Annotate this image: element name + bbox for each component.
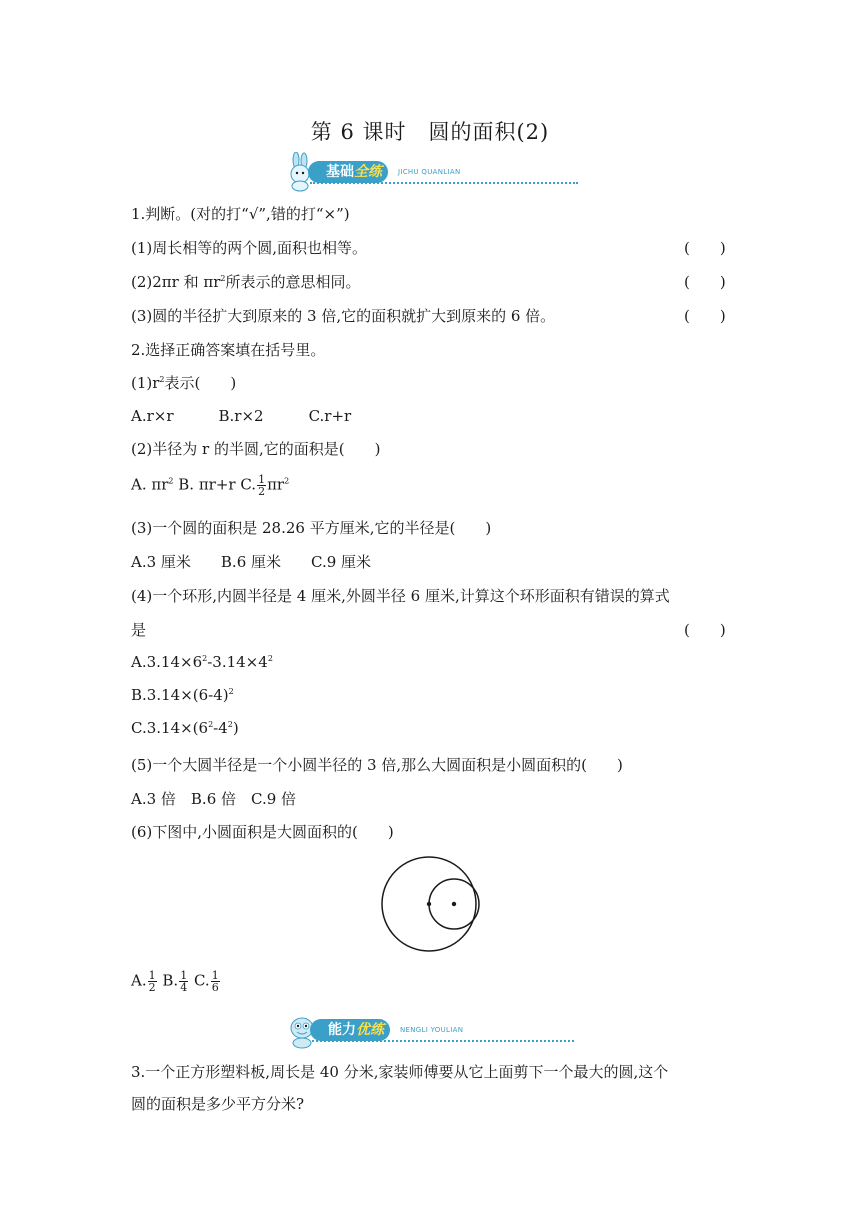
denominator: 4	[180, 981, 188, 994]
text-part: B.3.14×(6-4)	[131, 686, 229, 704]
q2-sub-1	[131, 372, 236, 393]
text-part: -3.14×4	[207, 653, 268, 671]
text-part: A.3.14×6	[131, 653, 203, 671]
banner-pinyin: JICHU QUANLIAN	[398, 168, 461, 176]
q2-sub-2-options	[131, 474, 289, 497]
circles-figure	[376, 856, 486, 956]
option-b: B. πr+r C.	[173, 475, 257, 494]
q2-sub-4-option-b	[131, 686, 234, 704]
page-title: 第 6 课时 圆的面积(2)	[310, 120, 550, 144]
option-a: A. πr	[131, 475, 169, 494]
answer-blank: ( )	[684, 273, 726, 291]
numerator: 1	[180, 969, 188, 982]
option-c: πr	[267, 475, 285, 494]
q2-sub-6: (6)下图中,小圆面积是大圆面积的( )	[131, 823, 394, 841]
superscript: 2	[267, 654, 273, 663]
denominator: 2	[258, 485, 266, 498]
option-c: C.	[193, 971, 210, 990]
text-part: C.3.14×(6	[131, 719, 209, 737]
fraction-one-sixth	[211, 970, 220, 993]
banner-label	[308, 161, 388, 183]
q2-sub-3: (3)一个圆的面积是 28.26 平方厘米,它的半径是( )	[131, 519, 492, 537]
answer-blank: ( )	[684, 239, 726, 257]
option-a: A.	[131, 971, 147, 990]
text-part: (1)r	[131, 374, 160, 392]
large-circle-center	[427, 902, 431, 906]
superscript: 2	[168, 476, 174, 486]
superscript: 2	[202, 654, 208, 663]
banner-label	[310, 1019, 390, 1041]
fraction-one-quarter	[179, 970, 188, 993]
q2-sub-4: (4)一个环形,内圆半径是 4 厘米,外圆半径 6 厘米,计算这个环形面积有错误的算式	[131, 587, 670, 605]
banner-divider	[310, 182, 578, 184]
superscript: 2	[284, 476, 290, 486]
q2-sub-4-option-c	[131, 719, 239, 737]
banner-text-1: 能力	[328, 1022, 356, 1038]
text-part: (2)2πr 和 πr	[131, 273, 221, 291]
banner-divider	[312, 1040, 574, 1042]
numerator: 1	[258, 473, 266, 486]
option-b: B.	[162, 971, 179, 990]
text-part: 表示( )	[164, 374, 237, 392]
text-part: -4	[213, 719, 228, 737]
superscript: 2	[228, 687, 234, 696]
q1-item-1: (1)周长相等的两个圆,面积也相等。	[131, 239, 368, 257]
q2-sub-4-option-a	[131, 653, 273, 671]
q1-stem: 1.判断。(对的打“√”,错的打“×”)	[131, 205, 350, 223]
text-part: )	[232, 719, 239, 737]
superscript: 2	[227, 720, 233, 729]
banner-text-2: 优练	[356, 1022, 384, 1038]
q1-item-2	[131, 271, 361, 292]
q3-text-line-1: 3.一个正方形塑料板,周长是 40 分米,家装师傅要从它上面剪下一个最大的圆,这个	[131, 1063, 669, 1081]
q2-sub-6-options	[131, 970, 221, 993]
q2-stem: 2.选择正确答案填在括号里。	[131, 341, 326, 359]
fraction-one-half	[257, 474, 266, 497]
q2-sub-4-cont: 是	[131, 621, 147, 639]
numerator: 1	[148, 969, 156, 982]
fraction-one-half	[148, 970, 157, 993]
q2-sub-2: (2)半径为 r 的半圆,它的面积是( )	[131, 440, 381, 458]
numerator: 1	[211, 969, 219, 982]
q2-sub-5: (5)一个大圆半径是一个小圆半径的 3 倍,那么大圆面积是小圆面积的( )	[131, 756, 623, 774]
banner-pinyin: NENGLI YOULIAN	[400, 1026, 464, 1034]
section-banner-basic	[280, 152, 580, 192]
answer-blank: ( )	[684, 307, 726, 325]
answer-blank: ( )	[684, 621, 726, 639]
denominator: 2	[148, 981, 156, 994]
superscript: 2	[208, 720, 214, 729]
q2-sub-1-options: A.r×r B.r×2 C.r+r	[131, 407, 352, 425]
text-part: 所表示的意思相同。	[225, 273, 361, 291]
q2-sub-3-options: A.3 厘米 B.6 厘米 C.9 厘米	[131, 553, 372, 571]
superscript: 2	[159, 375, 165, 384]
superscript: 2	[220, 274, 226, 283]
q1-item-3: (3)圆的半径扩大到原来的 3 倍,它的面积就扩大到原来的 6 倍。	[131, 307, 556, 325]
small-circle-center	[452, 902, 456, 906]
denominator: 6	[211, 981, 219, 994]
banner-text-2: 全练	[354, 164, 382, 180]
q3-text-line-2: 圆的面积是多少平方分米?	[131, 1095, 305, 1113]
section-banner-ability	[282, 1010, 582, 1050]
q2-sub-5-options: A.3 倍 B.6 倍 C.9 倍	[131, 790, 297, 808]
banner-text-1: 基础	[326, 164, 354, 180]
